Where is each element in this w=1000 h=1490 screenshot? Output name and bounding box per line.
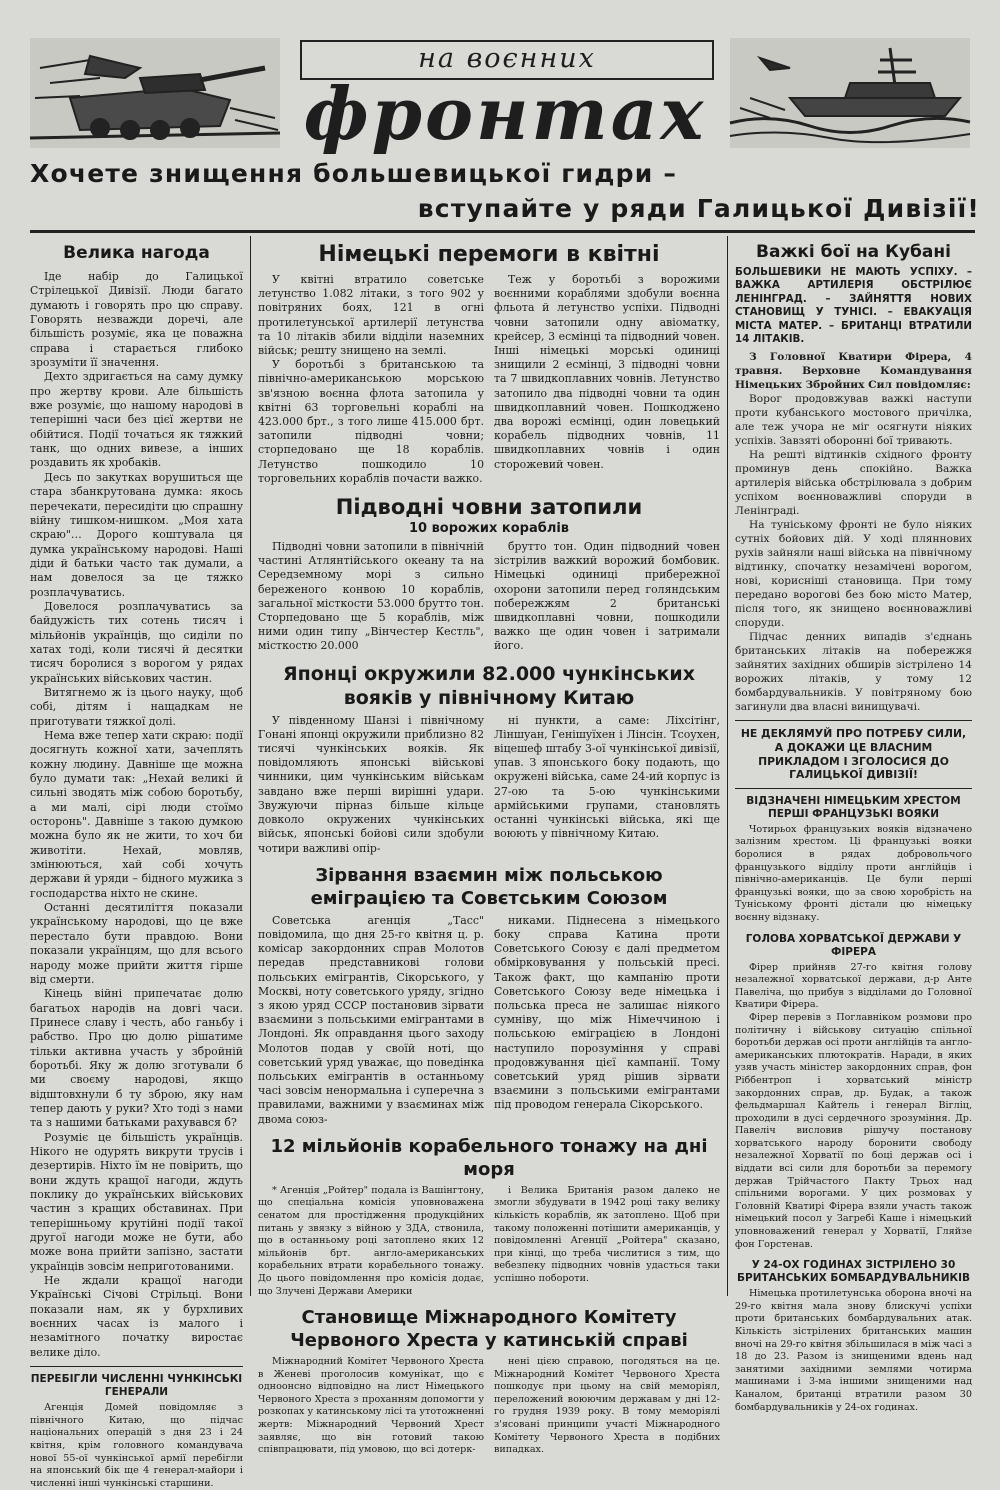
paragraph: Не ждали кращої нагоди Українські Січові Стрільці. Вони показали нам, як у бурхливих воєнних часах із малого і незамітного початку виростає велике діло. xyxy=(30,1274,243,1359)
warship-illustration xyxy=(730,38,970,148)
article-title-red-cross: Становище Міжнародного Комітету Червоного Хреста у катинській справі xyxy=(290,1307,688,1352)
paragraph: Дехто здригається на саму думку про жертву крови. Але більшість вже розуміє, що нашому народові в теперішні часи без цієї жертви не обійтися. Події точаться як тяжкий танк, що одних вивезе, а інших роздавить як хробаків. xyxy=(30,370,243,470)
article-title-german-victories: Німецькі перемоги в квітні xyxy=(318,242,660,267)
paragraph: Іде набір до Галицької Стрілецької Дивізії. Люди багато думають і говорять про цю справу. Говорять незважди доречі, але більшість розуміє, яка це поважна справа і старається глибоко зрозуміти її значення. xyxy=(30,270,243,370)
column-rule-left xyxy=(250,236,251,1296)
paragraph: Останні десятиліття показали українському народові, що це вже перестало бути правдою. Вони показали українцям, що для всього народу може прийти життя гірше від смерти. xyxy=(30,901,243,986)
header-rule xyxy=(30,230,975,233)
article-title-japanese-encircle: Японці окружили 82.000 чункінських вояків у північному Китаю xyxy=(283,662,695,709)
paragraph: Довелося розплачуватись за байдужість тих сотень тисяч і мільйонів українців, що сиділи по хатах тоді, коли тисячі й десятки тисяч боролися з ворогом у рядах українських військових частин. xyxy=(30,599,243,685)
column-rule-right xyxy=(727,236,728,1296)
article-body-croatia: Фірер прийняв 27-го квітня голову незалежної хорватської держави, д-р Анте Павеліча, що прибув з відділами до Головної Кватири Фірера. Фірер перевів з Поглавніком розмови про політичну і військову ситуацію спільної боротьби держав осі проти англійців та англо-американських плютократів. Наради, в яких узяв участь міністер закордонних справ, фон Ріббентроп і хорватський міністр закордонних справ, др. Будак, а також фельдмаршал Кайтель і генерал Вігліц, проходили в дусі сердечного зрозуміння. Др. Павеліч висловив рішучу постанову хорватського народу боронити свободу незалежної Хорватії по боці держав осі і віддати всі сили для боротьби за перемогу держав Трійчастого Пакту Трьох над спільними ворогами. У цих розмовах у Головній Кватирі Фірера взяли участь також німецький посол у Загребі Каше і німецький уповноважений генерал у Хорватії, Гляйзе фон Горстенав. xyxy=(735,961,972,1250)
tagline-line-2: вступайте у ряди Галицької Дивізії! xyxy=(417,194,980,223)
right-column xyxy=(735,240,972,1413)
article-body-kuban: З Головної Кватири Фірера, 4 травня. Верховне Командування Німецьких Збройних Сил повідомляє: Ворог продовжував важкі наступи проти кубанського мостового причілка, але теж учора не міг осягнути ніяких успіхів. Завзяті оборонні бої тривають. На решті відтинків східного фронту проминув день спокійно. Важка артилерія війська обстрілювала з добрим успіхом воєнноважливі споруди в Ленінграді. На туніському фронті не було ніяких сутніх бойових дій. У ході пляннових рухів зайняли наші війська на північному відтинку, спочатку незамічені ворогом, нові, корисніші становища. При тому передано ворогові без бою місто Матер, після того, як знищено воєнноважливі споруди. Підчас денних випадів з'єднань британських літаків на побережжя зайнятих західних обширів зістрілено 14 ворожих літаків, у тому 12 бомбардувальників. У повітряному бою загинули два власні винищувачі. xyxy=(735,351,972,714)
division-appeal: НЕ ДЕКЛЯМУЙ ПРО ПОТРЕБУ СИЛИ, А ДОКАЖИ ЦЕ ВЛАСНИМ ПРИКЛАДОМ І ЗГОЛОСИСЯ ДО ГАЛИЦЬКОЇ ДИВІЗІЇ! xyxy=(740,727,967,782)
divider xyxy=(735,788,972,789)
article-title-submarines: Підводні човни затопили xyxy=(335,495,643,520)
masthead-top-line: на воєнних xyxy=(418,43,596,74)
article-title-polish-soviet: Зірвання взаємин між польською еміграцією та Совєтським Союзом xyxy=(310,864,668,909)
masthead-title: фронтах xyxy=(303,71,707,156)
article-title-french-soldiers: ВІДЗНАЧЕНІ НІМЕЦЬКИМ ХРЕСТОМ ПЕРШІ ФРАНЦУЗЬКІ ВОЯКИ xyxy=(746,794,961,820)
divider xyxy=(30,1366,243,1367)
article-title-croatia: ГОЛОВА ХОРВАТСЬКОЇ ДЕРЖАВИ У ФІРЕРА xyxy=(745,932,962,958)
article-title-tonnage: 12 мільйонів корабельного тонажу на дні моря xyxy=(270,1135,708,1180)
tank-illustration xyxy=(30,38,280,148)
article-body-polish-soviet: Советська агенція „Тасс" повідомила, що дня 25-го квітня ц. р. комісар закордонних справ Молотов передав представникові голови польських емігрантів, Сікорського, у Москві, ноту советського уряду, згідно з якою уряд СССР постановив зірвати взаємини з польськими емігрантами в Лондоні. Як оправдання цього заходу Молотов подав у своїй ноті, що советський уряд уважає, що поведінка польських емігрантів в останньому часі зовсім ненормальна і суперечна з правилами, важними у взаєминах між двома союз- никами. Піднесена з німецького боку справа Катина проти Советського Союзу є далі предметом обмірковування у польській пресі. Також факт, що кампанію проти Советського Союзу веде німецька і польська преса не залишає ніякого сумніву, що між Німеччиною і польською еміграцією в Лондоні наступило порозуміння у справі продовжування цієї кампанії. Тому советський уряд рішив зірвати взаємини з польськими емігрантами під проводом генерала Сікорського. xyxy=(258,913,720,1126)
article-body-japanese-encircle: У південному Шанзі і північному Гонані японці окружили приблизно 82 тисячі чункінських вояків. Як повідомляють японські військові чинники, цим чункінським військам завдано вже перші вирішні удари. Звужуючи пірназ більше кільце довколо окружених чункінських військ, японські бойові сили здобули чотири важливі опір- ні пункти, а саме: Ліхсітінг, Ліншуан, Генішуїхен і Лінсін. Тсоухен, віцешеф штабу 3-ої чункінської дивізії, упав. З японського боку подають, що окружені війська, саме 24-ий корпус із 27-ою та 5-ою чункінськими армійськими групами, становлять останні чункінські війська, які ще воюють у північному Китаю. xyxy=(258,713,721,855)
paragraph: Витягнемо ж із цього науку, щоб собі, дітям і нащадкам не приготувати тяжкої долі. xyxy=(30,685,243,728)
article-lead-kuban: БОЛЬШЕВИКИ НЕ МАЮТЬ УСПІХУ. – ВАЖКА АРТИЛЕРІЯ ОБСТРІЛЮЄ ЛЕНІНГРАД. – ЗАЙНЯТТЯ НОВИХ СТАНОВИЩ У ТУНІСІ. – ЕВАКУАЦІЯ МІСТА МАТЕР. – БРИТАНЦІ ВТРАТИЛИ 14 ЛІТАКІВ. xyxy=(735,266,972,346)
tagline-line-1: Хочете знищення большевицької гидри – xyxy=(30,159,678,188)
article-body-velyka-nahoda xyxy=(30,270,243,1360)
article-title-chunkin-generals: ПЕРЕБІГЛИ ЧИСЛЕННІ ЧУНКІНСЬКІ ГЕНЕРАЛИ xyxy=(30,1373,243,1399)
article-body-bombers: Німецька протилетунська оборона вночі на 29-го квітня мала знову блискучі успіхи проти британських бомбардувальних атак. Кількість зістрілених британських машин вночі на 29-го квітня збільшилася в між часі з 18 до 23. Разом із знищеними вдень над занятими західними землями чотирма машинами і 3-ма іншими знищеними над Каналом, британці втратили разом 30 бомбардувальників у 24-ох годинах. xyxy=(735,1288,972,1413)
paragraph: Розуміє це більшість українців. Нікого не одурять викрути трусів і дезертирів. Ніхто їм не повірить, що вони ждуть кращої нагоди, ждуть поклику до українських військових частин з кращих обставинах. При теперішньому крутійні події такої другої нагоди може не бути, або може вона прийти запізно, застати українців зовсім неприготованими. xyxy=(30,1130,243,1273)
article-title-bombers: У 24-ОХ ГОДИНАХ ЗІСТРІЛЕНО 30 БРИТАНСЬКИХ БОМБАРДУВАЛЬНИКІВ xyxy=(737,1259,970,1285)
article-title-velyka-nahoda: Велика нагода xyxy=(63,243,210,263)
center-column xyxy=(258,240,721,1456)
article-subtitle-submarines: 10 ворожих кораблів xyxy=(408,521,570,537)
article-title-kuban: Важкі бої на Кубані xyxy=(756,242,951,262)
paragraph: Десь по закутках ворушиться ще стара збанкрутована думка: якось перечекати, пересидіти цю спрашну війну тишком-нишком. „Моя хата скраю"… Дорого коштувала ця думка українському народові. Наші діди й батьки часто так думали, а нам довелося за це тяжко розплачуватись. xyxy=(30,470,243,599)
article-body-chunkin-generals: Агенція Домей повідомляє з північного Китаю, що підчас національних операцій з дня 23 і 24 квітня, крім головного командувача нової 55-ої чункінської армії перебігли на японський бік ще 4 генерал-майори і численні інші чункінські старшини. xyxy=(30,1402,243,1489)
article-body-red-cross: Міжнародний Комітет Червоного Хреста в Женеві проголосив комунікат, що є одноонсно відповідно на лист Німецького Червоного Хреста з проханням допомогти у розкопах у катинському лісі та утотожненні жертв: Міжнародний Червоний Хрест заявляє, що він готовий такою співпрацювати, під умовою, що всі дотерк- нені цією справою, погодяться на це. Міжнародний Комітет Червоного Хреста пошкодує при цьому на свій меморіял, переложений воюючим державам у дні 12-го грудня 1939 року. В тому меморіялі з'ясовані принципи участі Міжнародного Комітету Червоного Хреста в подібних випадках. xyxy=(258,1356,720,1456)
paragraph: Кінець війні припечатає долю багатьох народів на довгі часи. Принесе славу і честь, або ганьбу і рабство. Про цю долю рішатиме тільки активна участь у збройній боротьбі. Яку ж долю зготували б ми своєму народові, якщо відштовхнули б ту зброю, яку нам тепер дають у руки? Хто тоді з нами та з нашими батьками рахувався б? xyxy=(30,987,243,1130)
left-column xyxy=(30,240,243,1489)
article-body-submarines: Підводні човни затопили в північній частині Атлянтійського океану та на Середземному морі з сильно береженого конвою 10 кораблів, загальної місткости 53.000 брутто тон. Сторпедовано ще 5 кораблів, між ними один типу „Вінчестер Кестль", місткостю 20.000 брутто тон. Один підводний човен зістрілив важкий ворожий бомбовик. Німецькі одиниці прибережної охорони затопили перед голяндським побережжям 2 британські швидкоплавні човни, пошкодили важко ще один човен і затримали його. xyxy=(258,540,720,653)
article-body-french-soldiers: Чотирьох французьких вояків відзначено залізним хрестом. Ці французькі вояки боролися в рядах добровольчого французького відділу проти англійців і північно-американців. Це були перші французькі вояки, що за свою хоробрість на Туніському фронті дістали цю німецьку воєнну відзнаку. xyxy=(735,823,972,923)
paragraph: Нема вже тепер хати скраю: події досягнуть кожної хати, зачеплять кожну людину. Давніше ще можна було думати так: „Нехай великі й сильні зводять між собою боротьбу, а ми малі, сірі люди стоїмо осторонь". Давніше з такою думкою можна було як не жити, то хоч би животіти. Нехай, мовляв, змінюються, хай собі хочуть держави й уряди – бідного мужика з господарства ніхто не скине. xyxy=(30,729,243,900)
article-body-tonnage: * Агенція „Ройтер" подала із Вашінгтону, що спеціальна комісія уповноважена сенатом для простідження продукційних питань у звязку з війною у ЗДА, ствонила, що в останньому році затоплено яких 12 мільйонів брт. англо-американських корабельних втрати корабельного тонажу. До цього повідомлення про комісія додає, що Злучені Держави Америки і Велика Британія разом далеко не змогли збудувати в 1942 році таку велику кількість кораблів, як затоплено. Щоб при такому положенні потішити американців, у повідомленні Агенції „Ройтера" сказано, при кінці, що треба числитися з тим, що вебезпеку підводних човнів удасться таки успішно побороти. xyxy=(258,1184,720,1297)
divider xyxy=(735,720,972,721)
masthead xyxy=(30,30,970,155)
article-body-german-victories: У квітні втратило советське летунство 1.082 літаки, з того 902 у повітряних боях, 121 в огні протилетунської артилерії летунства та 10 літаків збили відділи наземних військ; решту знищено на землі. У боротьбі з британською та північно-американською морською зв'язною воєнна флота затопила у квітні 63 торговельні кораблі на 423.000 брт., з того лише 415.000 брт. затопили підводні човни; сторпедовано ще 18 кораблів. Летунство пошкодило 10 торговельних кораблів почасти важко. Теж у боротьбі з ворожими воєнними кораблями здобули воєнна фльота й летунство успіхи. Підводні човни затопили одну авіоматку, крейсер, 3 есмінці та підводний човен. Інші німецькі морські одиниці знищили 2 есмінці, 3 підводні човни та 7 швидкоплавних човнів. Летунство затопило два підводні човни та один швидкоплавний човен. Пошкоджено два ворожі есмінці, один ловецький корабель підводних човнів, 11 швидкоплавних човнів і один сторожевий човен. xyxy=(258,273,720,485)
